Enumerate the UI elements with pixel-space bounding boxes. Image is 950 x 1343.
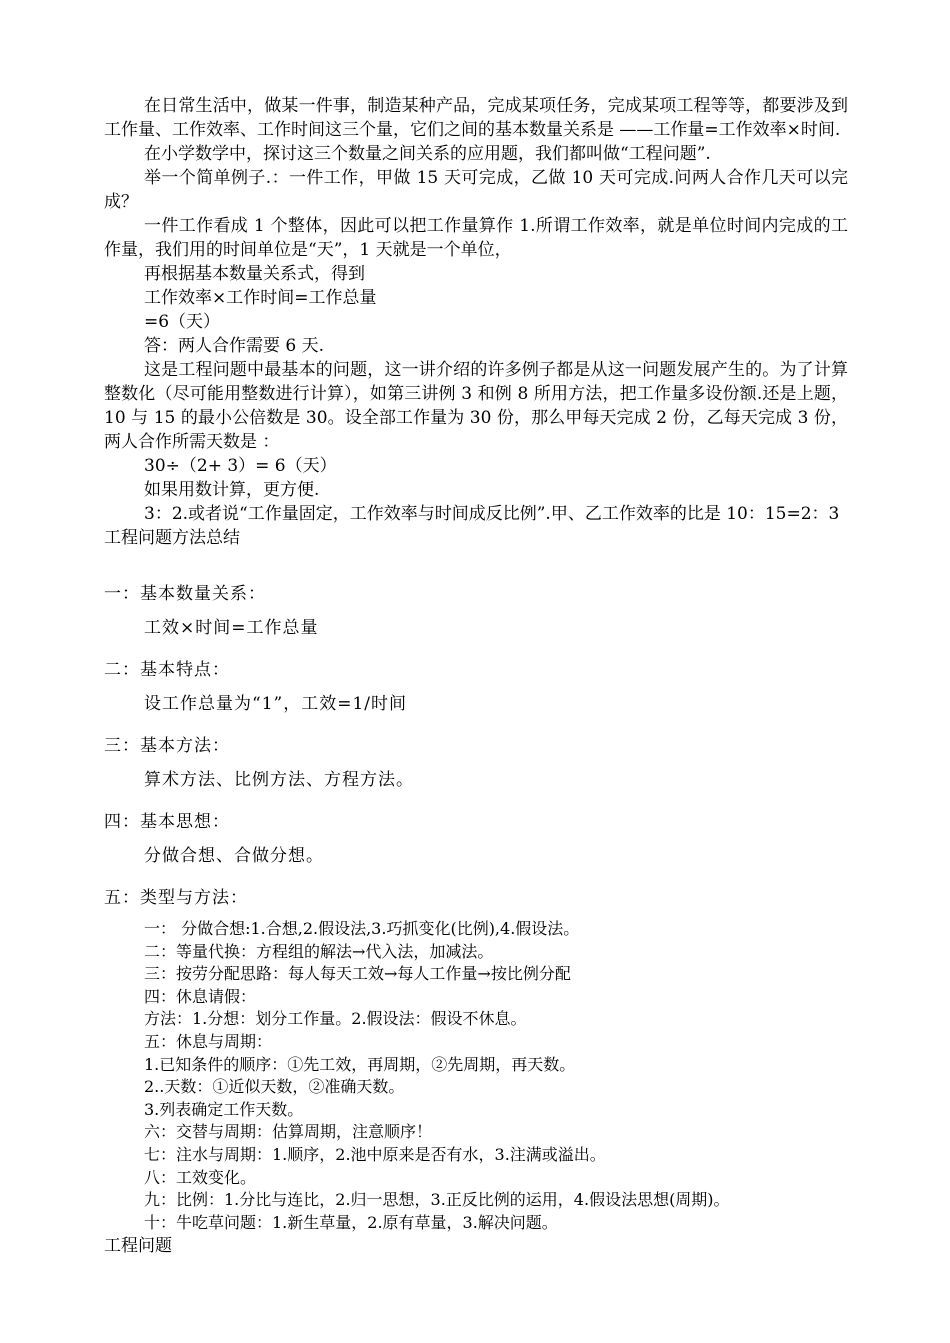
list-item: 十：牛吃草问题：1.新生草量，2.原有草量，3.解决问题。 (144, 1212, 558, 1232)
intro-paragraph-4: 一件工作看成 1 个整体，因此可以把工作量算作 1.所谓工作效率，就是单位时间内完成的工作量，我们用的时间单位是“天”，1 天就是一个单位， (104, 216, 848, 260)
result-line: =6（天） (144, 312, 221, 332)
section-content: 分做合想、合做分想。 (144, 846, 324, 866)
footer-title: 工程问题 (104, 1236, 172, 1257)
list-item: 九：比例：1.分比与连比，2.归一思想，3.正反比例的运用，4.假设法思想(周期)。 (144, 1190, 730, 1210)
list-item: 五：休息与周期： (144, 1031, 273, 1051)
list-item: 二：等量代换：方程组的解法→代入法，加减法。 (144, 941, 494, 961)
list-item: 八：工效变化。 (144, 1167, 257, 1187)
intro-paragraph-1: 在日常生活中，做某一件事，制造某种产品，完成某项任务，完成某项工程等等，都要涉及到工作量、工作效率、工作时间这三个量，它们之间的基本数量关系是 ——工作量=工作效率×时间. (104, 96, 848, 140)
intro-paragraph-5: 再根据基本数量关系式，得到 (144, 264, 365, 284)
list-item: 一： 分做合想:1.合想,2.假设法,3.巧抓变化(比例),4.假设法。 (144, 919, 580, 938)
answer-line: 答：两人合作需要 6 天. (144, 336, 325, 356)
section-content: 设工作总量为“1”，工效=1/时间 (144, 694, 407, 714)
list-item: 四：休息请假： (144, 986, 257, 1006)
calc-line: 30÷（2+ 3）= 6（天） (144, 456, 337, 476)
intro-paragraph-9: 这是工程问题中最基本的问题，这一讲介绍的许多例子都是从这一问题发展产生的。为了计算整数化（尽可能用整数进行计算），如第三讲例 3 和例 8 所用方法，把工作量多设份额.还是上题，10 与 15 的最小公倍数是 30。设全部工作量为 30 份，那么甲每天完成 2 份，乙每天完成 3 份，两人合作所需天数是 ： (104, 360, 848, 452)
section-basic-feature (104, 658, 848, 716)
section-heading: 五：类型与方法： (104, 888, 248, 908)
section-types (104, 886, 848, 1234)
section-heading: 一：基本数量关系： (104, 584, 266, 604)
section-basic-method (104, 734, 848, 792)
section-basic-idea (104, 810, 848, 868)
list-item: 1.已知条件的顺序：①先工效，再周期，②先周期，再天数。 (144, 1054, 576, 1074)
intro-paragraph-11: 如果用数计算，更方便. (144, 480, 320, 500)
intro-paragraph-12: 3：2.或者说“工作量固定，工作效率与时间成反比例”.甲、乙工作效率的比是 10：15=2：3 (144, 504, 840, 524)
list-item: 七：注水与周期：1.顺序，2.池中原来是否有水，3.注满或溢出。 (144, 1144, 606, 1164)
list-item: 六：交替与周期：估算周期，注意顺序！ (144, 1122, 433, 1142)
list-item: 3.列表确定工作天数。 (144, 1099, 304, 1119)
summary-title: 工程问题方法总结 (104, 528, 240, 548)
section-content: 算术方法、比例方法、方程方法。 (144, 770, 414, 790)
document-page (104, 94, 848, 1258)
list-item: 三：按劳分配思路：每人每天工效→每人工作量→按比例分配 (144, 964, 571, 984)
intro-paragraph-2: 在小学数学中，探讨这三个数量之间关系的应用题，我们都叫做“工程问题”. (144, 144, 711, 164)
intro-paragraph-3: 举一个简单例子.：一件工作，甲做 15 天可完成，乙做 10 天可完成.问两人合作几天可以完成？ (104, 168, 848, 212)
section-heading: 二：基本特点： (104, 660, 230, 680)
section-heading: 四：基本思想： (104, 812, 230, 832)
list-item: 方法：1.分想：划分工作量。2.假设法：假设不休息。 (144, 1009, 527, 1029)
formula-line: 工作效率×工作时间=工作总量 (144, 288, 377, 308)
section-heading: 三：基本方法： (104, 736, 230, 756)
list-item: 2..天数：①近似天数，②准确天数。 (144, 1077, 405, 1097)
section-content: 工效×时间=工作总量 (144, 618, 319, 638)
section-basic-relation (104, 582, 848, 640)
